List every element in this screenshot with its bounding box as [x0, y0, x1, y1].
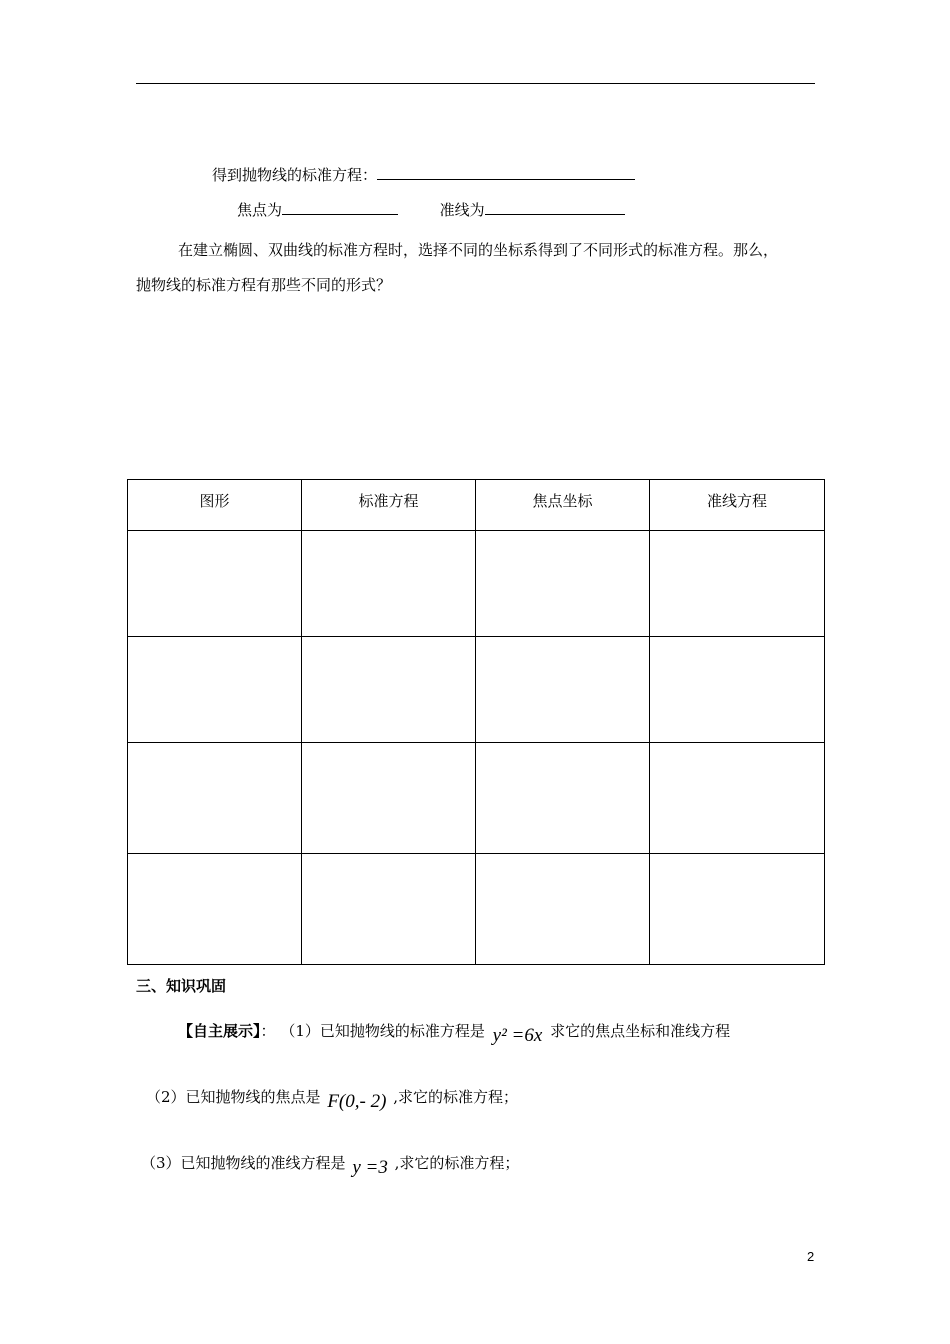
table-row	[128, 637, 825, 743]
self-display-label: 【自主展示】	[178, 1022, 261, 1040]
question-3-suffix: ,求它的标准方程；	[394, 1154, 520, 1172]
table-cell[interactable]	[476, 743, 650, 854]
question-1-suffix: 求它的焦点坐标和准线方程	[550, 1022, 731, 1040]
table-cell[interactable]	[128, 854, 302, 965]
question-2-suffix: ,求它的标准方程；	[393, 1088, 518, 1106]
table-cell[interactable]	[302, 854, 476, 965]
table-cell[interactable]	[302, 637, 476, 743]
table-cell[interactable]	[302, 743, 476, 854]
header-cell-directrix: 准线方程	[650, 480, 825, 531]
question-1-prefix: （1）已知抛物线的标准方程是	[280, 1022, 485, 1040]
table-cell[interactable]	[476, 637, 650, 743]
header-cell-focus: 焦点坐标	[476, 480, 650, 531]
focus-label: 焦点为	[237, 201, 283, 219]
focus-blank[interactable]	[282, 200, 398, 215]
question-3-prefix: （3）已知抛物线的准线方程是	[141, 1154, 346, 1172]
question-3	[141, 1152, 520, 1178]
table-cell[interactable]	[476, 531, 650, 637]
standard-equation-blank[interactable]	[377, 165, 635, 180]
header-cell-figure: 图形	[128, 480, 302, 531]
table-cell[interactable]	[650, 637, 825, 743]
table-cell[interactable]	[128, 531, 302, 637]
page-number: 2	[807, 1249, 815, 1264]
header-rule	[136, 83, 815, 84]
directrix-blank[interactable]	[485, 200, 625, 215]
question-2-prefix: （2）已知抛物线的焦点是	[146, 1088, 321, 1106]
directrix-label: 准线为	[439, 201, 485, 219]
question-1-formula: y² =6x	[492, 1025, 543, 1046]
question-3-formula: y =3	[352, 1157, 388, 1178]
table-row	[128, 854, 825, 965]
table-cell[interactable]	[650, 743, 825, 854]
table-cell[interactable]	[650, 531, 825, 637]
table-cell[interactable]	[128, 637, 302, 743]
standard-equation-label: 得到抛物线的标准方程：	[212, 166, 378, 184]
section-title: 三、知识巩固	[136, 977, 227, 995]
table-row	[128, 531, 825, 637]
question-1	[178, 1020, 731, 1046]
parabola-forms-table	[127, 479, 825, 965]
table-cell[interactable]	[476, 854, 650, 965]
table-cell[interactable]	[128, 743, 302, 854]
question-2-formula: F(0,- 2)	[327, 1091, 387, 1112]
table-cell[interactable]	[302, 531, 476, 637]
focus-directrix-line	[237, 200, 625, 219]
standard-equation-line	[212, 165, 635, 184]
table-row	[128, 743, 825, 854]
header-cell-standard-equation: 标准方程	[302, 480, 476, 531]
table-cell[interactable]	[650, 854, 825, 965]
question-2	[146, 1086, 518, 1112]
paragraph-line-2: 抛物线的标准方程有那些不同的形式？	[136, 276, 392, 294]
self-display-colon: ：	[260, 1022, 276, 1040]
table-header-row	[128, 480, 825, 531]
paragraph-line-1: 在建立椭圆、双曲线的标准方程时，选择不同的坐标系得到了不同形式的标准方程。那么，	[178, 241, 779, 259]
